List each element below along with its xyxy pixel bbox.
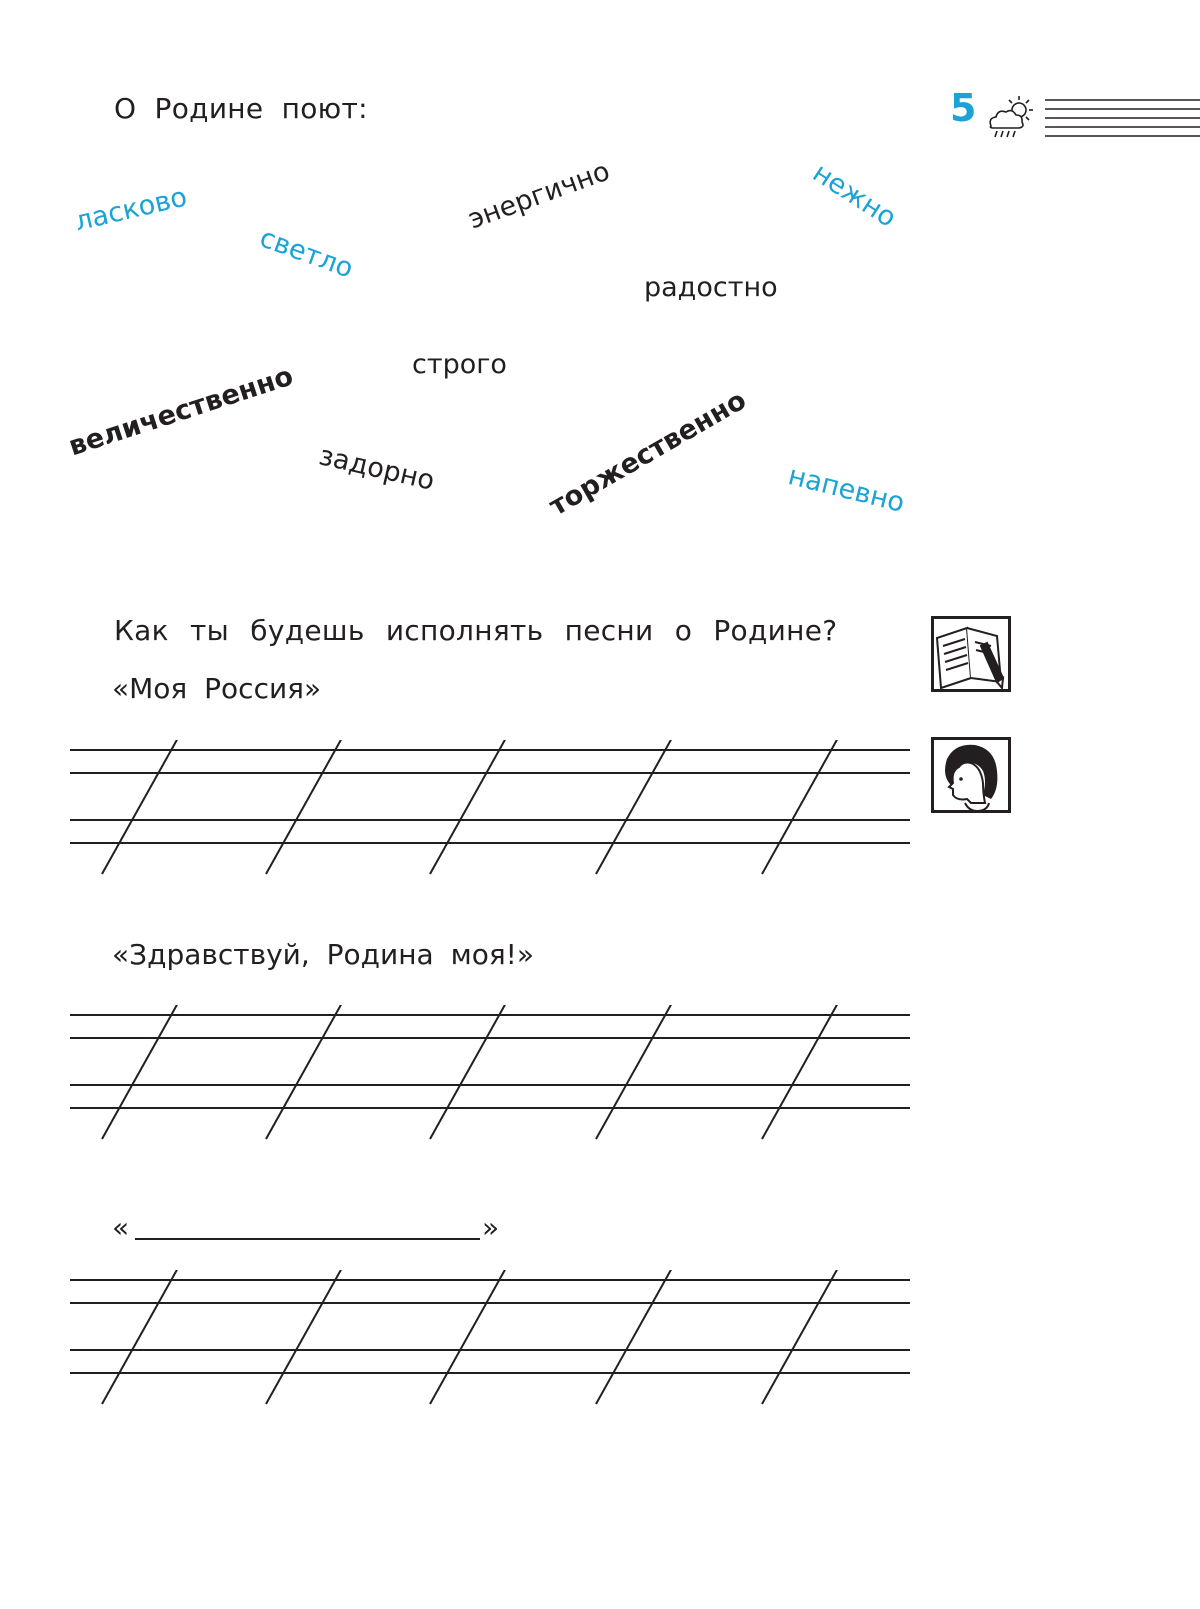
blank-title-open-quote: «	[112, 1211, 130, 1244]
bar-line	[266, 1005, 352, 1139]
bar-line	[762, 1005, 848, 1139]
word-energichno: энергично	[464, 155, 614, 236]
bar-line	[762, 1270, 848, 1404]
word-radostno: радостно	[644, 272, 778, 303]
bar-line	[430, 740, 516, 874]
child-face-icon	[931, 737, 1011, 813]
staff-1	[70, 740, 910, 900]
word-napevno: напевно	[785, 460, 908, 519]
word-nezhno: нежно	[807, 157, 902, 234]
bar-line	[762, 740, 848, 874]
page-heading: О Родине поют:	[114, 92, 368, 125]
word-strogo: строго	[412, 349, 507, 380]
word-svetlo: светло	[255, 222, 358, 285]
word-torzhestvenno: торжественно	[544, 384, 752, 523]
header-staff	[1045, 98, 1200, 140]
bar-line	[596, 1270, 682, 1404]
song-title-1: «Моя Россия»	[112, 672, 322, 705]
word-velichestvenno: величественно	[64, 360, 297, 463]
bar-line	[266, 1270, 352, 1404]
bar-line	[430, 1005, 516, 1139]
word-zadorno: задорно	[316, 440, 438, 497]
bar-line	[266, 740, 352, 874]
song-title-2: «Здравствуй, Родина моя!»	[112, 938, 535, 971]
bar-line	[102, 1005, 188, 1139]
page-number: 5	[950, 86, 977, 130]
blank-title-close-quote: »	[482, 1211, 500, 1244]
word-laskovo: ласково	[71, 181, 190, 238]
weather-icon	[985, 94, 1041, 140]
blank-title-line[interactable]	[135, 1238, 480, 1240]
staff-3	[70, 1270, 910, 1430]
book-pencil-icon	[931, 616, 1011, 692]
staff-2	[70, 1005, 910, 1165]
bar-line	[596, 740, 682, 874]
bar-line	[596, 1005, 682, 1139]
bar-line	[102, 740, 188, 874]
bar-line	[430, 1270, 516, 1404]
bar-line	[102, 1270, 188, 1404]
question-text: Как ты будешь исполнять песни о Родине?	[114, 614, 838, 647]
